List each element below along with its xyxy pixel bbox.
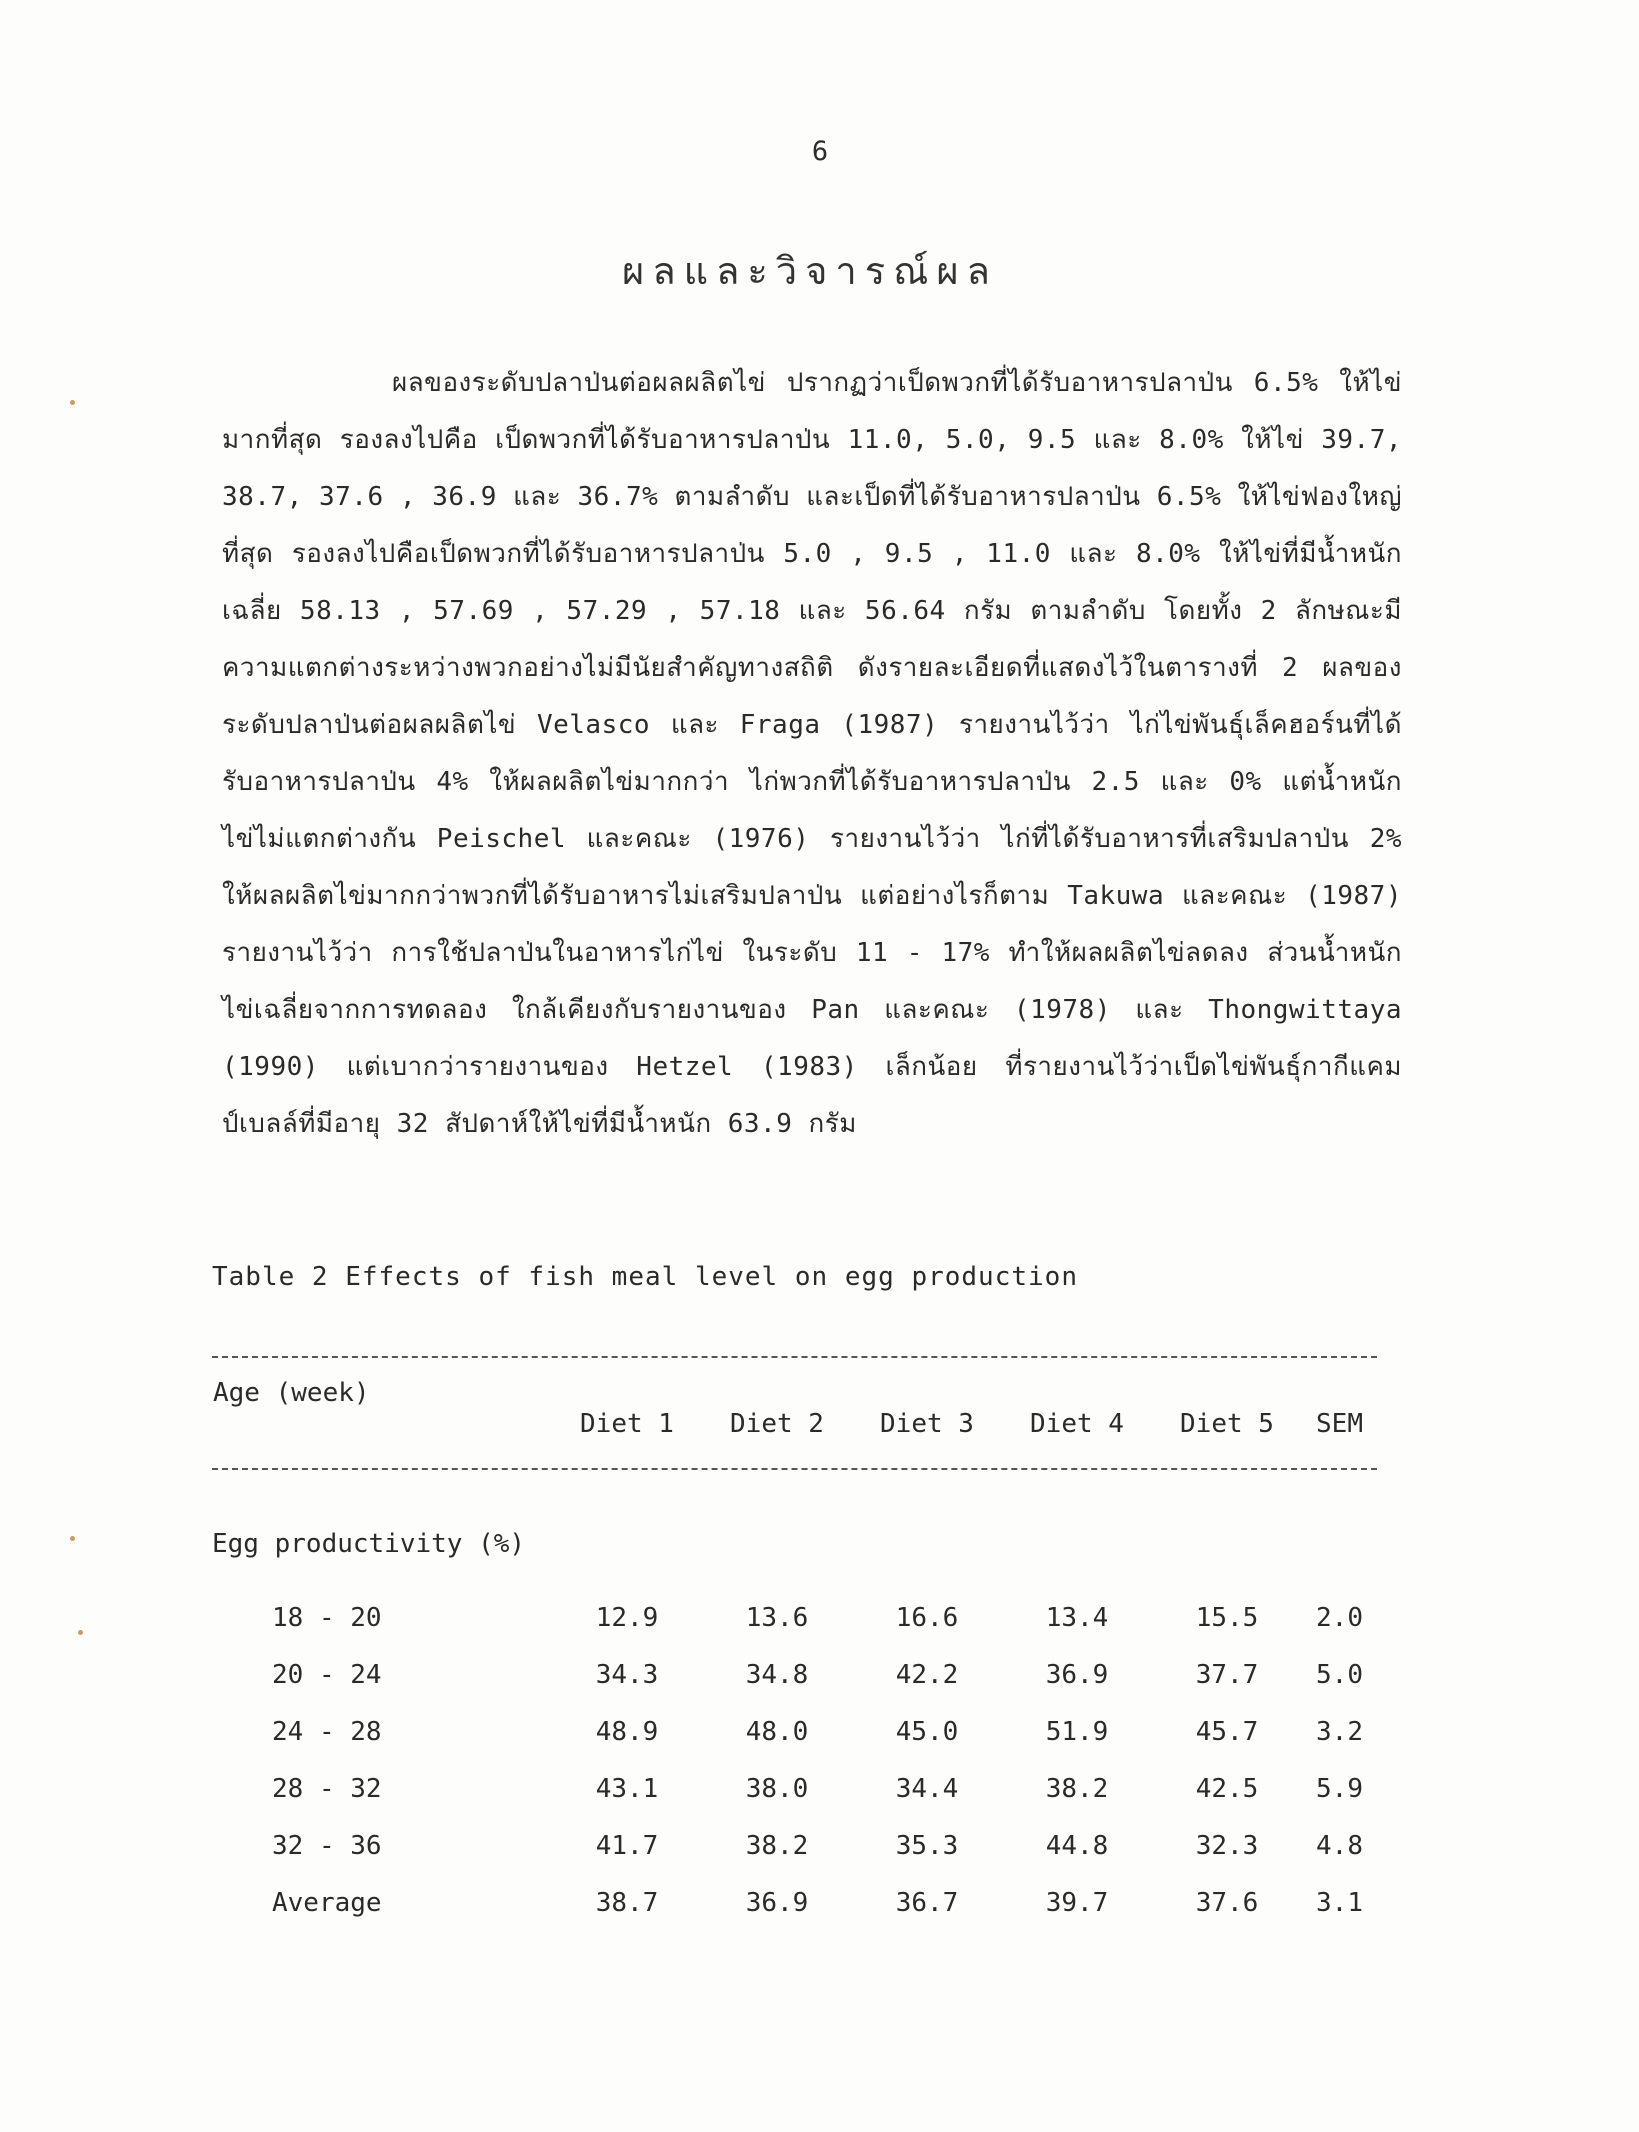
- column-header-diet-1: Diet 1: [580, 1408, 674, 1439]
- cell-sem: 2.0: [1316, 1602, 1363, 1633]
- cell-diet-4: 38.2: [1045, 1773, 1109, 1804]
- egg-production-table: [212, 1368, 1377, 1931]
- cell-diet-5: 32.3: [1195, 1830, 1259, 1861]
- cell-sem: 5.0: [1316, 1659, 1363, 1690]
- cell-diet-1: 34.3: [595, 1659, 659, 1690]
- table-row: [212, 1760, 1377, 1817]
- cell-diet-3: 34.4: [895, 1773, 959, 1804]
- section-heading: ผลและวิจารณ์ผล: [622, 249, 998, 293]
- cell-diet-4: 51.9: [1045, 1716, 1109, 1747]
- column-header-diet-4: Diet 4: [1030, 1408, 1124, 1439]
- paper-speck: [78, 1630, 83, 1635]
- column-header-diet-5: Diet 5: [1180, 1408, 1274, 1439]
- cell-sem: 4.8: [1316, 1830, 1363, 1861]
- column-header-diet-3: Diet 3: [880, 1408, 974, 1439]
- cell-diet-4: 13.4: [1045, 1602, 1109, 1633]
- table-row: [212, 1589, 1377, 1646]
- cell-diet-2: 48.0: [745, 1716, 809, 1747]
- table-caption: Table 2 Effects of fish meal level on egg production: [212, 1262, 1078, 1292]
- cell-diet-1: 38.7: [595, 1887, 659, 1918]
- cell-diet-2: 36.9: [745, 1887, 809, 1918]
- table-row-average: [212, 1874, 1377, 1931]
- cell-diet-5: 45.7: [1195, 1716, 1259, 1747]
- cell-diet-3: 42.2: [895, 1659, 959, 1690]
- table-row: [212, 1646, 1377, 1703]
- cell-diet-2: 38.2: [745, 1830, 809, 1861]
- cell-diet-5: 37.6: [1195, 1887, 1259, 1918]
- cell-diet-4: 36.9: [1045, 1659, 1109, 1690]
- table-row: [212, 1817, 1377, 1874]
- cell-diet-1: 48.9: [595, 1716, 659, 1747]
- table-group-row: [212, 1479, 1377, 1589]
- cell-diet-2: 38.0: [745, 1773, 809, 1804]
- paper-speck: [70, 1536, 75, 1541]
- cell-diet-4: 39.7: [1045, 1887, 1109, 1918]
- cell-diet-5: 42.5: [1195, 1773, 1259, 1804]
- page-number: 6: [811, 136, 829, 167]
- cell-sem: 5.9: [1316, 1773, 1363, 1804]
- cell-diet-3: 45.0: [895, 1716, 959, 1747]
- row-age: 24 - 28: [272, 1716, 382, 1747]
- column-header-age: Age (week): [213, 1378, 370, 1408]
- cell-diet-1: 12.9: [595, 1602, 659, 1633]
- column-header-sem: SEM: [1316, 1408, 1363, 1439]
- cell-sem: 3.2: [1316, 1716, 1363, 1747]
- group-label: Egg productivity (%): [212, 1529, 526, 1559]
- cell-diet-1: 41.7: [595, 1830, 659, 1861]
- row-age: Average: [272, 1887, 382, 1918]
- paper-speck: [70, 400, 75, 405]
- column-header-diet-2: Diet 2: [730, 1408, 824, 1439]
- row-age: 20 - 24: [272, 1659, 382, 1690]
- row-age: 28 - 32: [272, 1773, 382, 1804]
- table-top-rule: [212, 1356, 1377, 1358]
- row-age: 18 - 20: [272, 1602, 382, 1633]
- table-row: [212, 1703, 1377, 1760]
- cell-diet-5: 37.7: [1195, 1659, 1259, 1690]
- row-age: 32 - 36: [272, 1830, 382, 1861]
- cell-diet-5: 15.5: [1195, 1602, 1259, 1633]
- table-header-row: [212, 1368, 1377, 1479]
- cell-diet-3: 35.3: [895, 1830, 959, 1861]
- cell-diet-1: 43.1: [595, 1773, 659, 1804]
- body-paragraph: ผลของระดับปลาป่นต่อผลผลิตไข่ ปรากฏว่าเป็ดพวกที่ได้รับอาหารปลาป่น 6.5% ให้ไข่มากที่สุด รองลงไปคือ เป็ดพวกที่ได้รับอาหารปลาป่น 11.0, 5.0, 9.5 และ 8.0% ให้ไข่ 39.7, 38.7, 37.6 , 36.9 และ 36.7% ตามลำดับ และเป็ดที่ได้รับอาหารปลาป่น 6.5% ให้ไข่ฟองใหญ่ที่สุด รองลงไปคือเป็ดพวกที่ได้รับอาหารปลาป่น 5.0 , 9.5 , 11.0 และ 8.0% ให้ไข่ที่มีน้ำหนักเฉลี่ย 58.13 , 57.69 , 57.29 , 57.18 และ 56.64 กรัม ตามลำดับ โดยทั้ง 2 ลักษณะมีความแตกต่างระหว่างพวกอย่างไม่มีนัยสำคัญทางสถิติ ดังรายละเอียดที่แสดงไว้ในตารางที่ 2 ผลของระดับปลาป่นต่อผลผลิตไข่ Velasco และ Fraga (1987) รายงานไว้ว่า ไก่ไข่พันธุ์เล็คฮอร์นที่ได้รับอาหารปลาป่น 4% ให้ผลผลิตไข่มากกว่า ไก่พวกที่ได้รับอาหารปลาป่น 2.5 และ 0% แต่น้ำหนักไข่ไม่แตกต่างกัน Peischel และคณะ (1976) รายงานไว้ว่า ไก่ที่ได้รับอาหารที่เสริมปลาป่น 2% ให้ผลผลิตไข่มากกว่าพวกที่ได้รับอาหารไม่เสริมปลาป่น แต่อย่างไรก็ตาม Takuwa และคณะ (1987) รายงานไว้ว่า การใช้ปลาป่นในอาหารไก่ไข่ ในระดับ 11 - 17% ทำให้ผลผลิตไข่ลดลง ส่วนน้ำหนักไข่เฉลี่ยจากการทดลอง ใกล้เคียงกับรายงานของ Pan และคณะ (1978) และ Thongwittaya (1990) แต่เบากว่ารายงานของ Hetzel (1983) เล็กน้อย ที่รายงานไว้ว่าเป็ดไข่พันธุ์กากีแคมป์เบลล์ที่มีอายุ 32 สัปดาห์ให้ไข่ที่มีน้ำหนัก 63.9 กรัม: [222, 368, 1402, 1139]
- cell-diet-4: 44.8: [1045, 1830, 1109, 1861]
- cell-sem: 3.1: [1316, 1887, 1363, 1918]
- cell-diet-3: 36.7: [895, 1887, 959, 1918]
- cell-diet-2: 13.6: [745, 1602, 809, 1633]
- cell-diet-3: 16.6: [895, 1602, 959, 1633]
- cell-diet-2: 34.8: [745, 1659, 809, 1690]
